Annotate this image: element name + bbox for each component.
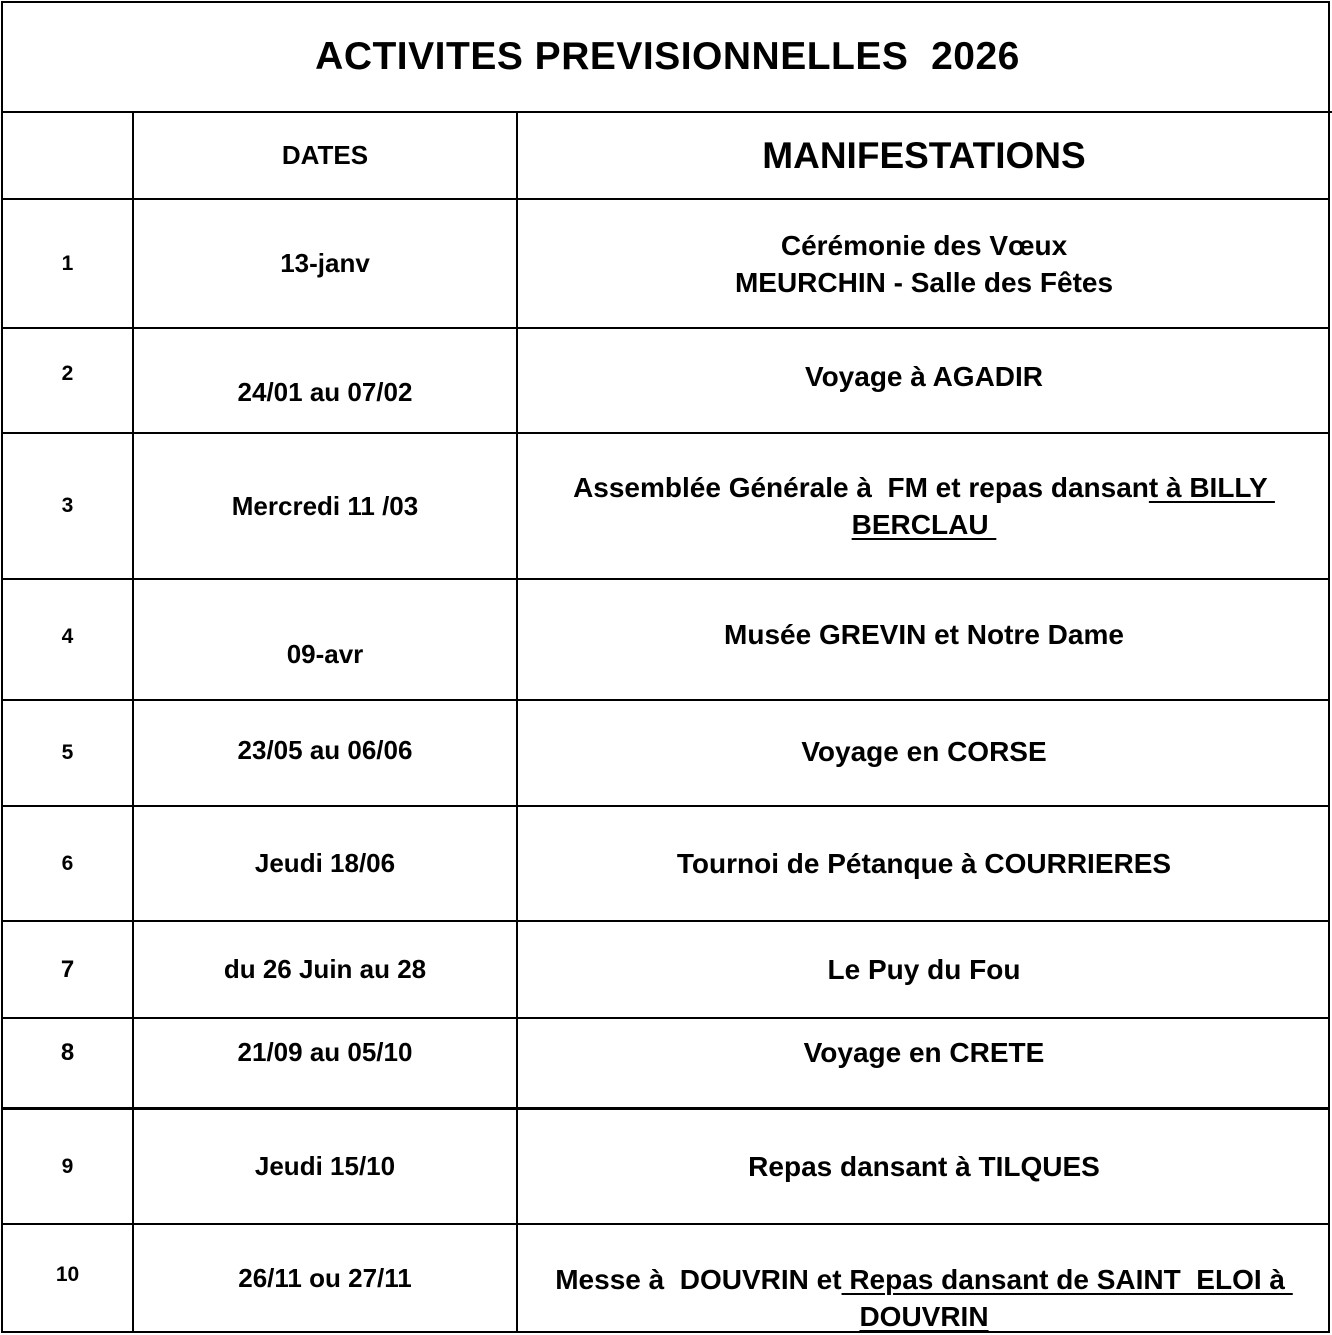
manifestation-underlined-text: t à BILLY bbox=[1148, 472, 1275, 503]
row-date: 09-avr bbox=[134, 580, 518, 699]
manifestation-line: Cérémonie des Vœux bbox=[780, 229, 1068, 261]
row-date: 13-janv bbox=[134, 200, 518, 327]
row-number: 4 bbox=[3, 580, 134, 699]
manifestation-underlined-text: BERCLAU bbox=[851, 509, 997, 540]
manifestation-line: MEURCHIN - Salle des Fêtes bbox=[734, 266, 1114, 298]
table-row bbox=[3, 701, 1330, 807]
row-date: du 26 Juin au 28 bbox=[134, 922, 518, 1017]
manifestation-text: Assemblée Générale à FM et repas dansan bbox=[573, 472, 1149, 503]
row-number: 5 bbox=[3, 701, 134, 805]
header-manifestations: MANIFESTATIONS bbox=[762, 135, 1086, 176]
manifestation-text: Messe à DOUVRIN et bbox=[555, 1264, 842, 1295]
activities-table bbox=[1, 1, 1330, 1333]
row-date: Jeudi 15/10 bbox=[134, 1110, 518, 1223]
row-date: 26/11 ou 27/11 bbox=[134, 1225, 518, 1333]
table-row bbox=[3, 922, 1330, 1019]
row-number: 1 bbox=[3, 200, 134, 327]
manifestation-underlined-text: DOUVRIN bbox=[859, 1301, 989, 1332]
row-number: 8 bbox=[3, 1019, 134, 1107]
table-row bbox=[3, 1110, 1330, 1225]
table-row bbox=[3, 1225, 1330, 1333]
row-number: 6 bbox=[3, 807, 134, 920]
row-date: 21/09 au 05/10 bbox=[134, 1019, 518, 1107]
row-date: Jeudi 18/06 bbox=[134, 807, 518, 920]
row-number: 2 bbox=[3, 329, 134, 432]
row-manifestation: Voyage en CORSE bbox=[801, 736, 1047, 767]
row-number: 3 bbox=[3, 434, 134, 578]
row-number: 7 bbox=[3, 922, 134, 1017]
table-row bbox=[3, 329, 1330, 434]
row-manifestation: Voyage à AGADIR bbox=[804, 361, 1044, 392]
row-manifestation bbox=[518, 200, 1330, 327]
table-row bbox=[3, 434, 1330, 580]
row-manifestation bbox=[518, 434, 1330, 578]
header-number bbox=[3, 113, 134, 198]
table-row bbox=[3, 1019, 1330, 1110]
row-manifestation: Le Puy du Fou bbox=[827, 954, 1021, 985]
row-manifestation: Musée GREVIN et Notre Dame bbox=[724, 619, 1124, 650]
table-row bbox=[3, 200, 1330, 329]
row-manifestation: Tournoi de Pétanque à COURRIERES bbox=[676, 848, 1172, 879]
row-number: 10 bbox=[3, 1225, 134, 1333]
header-dates: DATES bbox=[134, 113, 518, 198]
table-header-row bbox=[3, 113, 1330, 200]
table-row bbox=[3, 580, 1330, 701]
row-number: 9 bbox=[3, 1110, 134, 1223]
row-date: 23/05 au 06/06 bbox=[134, 701, 518, 805]
row-date: Mercredi 11 /03 bbox=[134, 434, 518, 578]
page-title: ACTIVITES PREVISIONNELLES 2026 bbox=[3, 3, 1332, 113]
manifestation-underlined-text: Repas dansant de SAINT ELOI à bbox=[841, 1264, 1293, 1295]
row-manifestation bbox=[518, 1225, 1330, 1333]
row-manifestation: Repas dansant à TILQUES bbox=[748, 1151, 1100, 1182]
row-manifestation: Voyage en CRETE bbox=[803, 1037, 1045, 1068]
table-row bbox=[3, 807, 1330, 922]
row-date: 24/01 au 07/02 bbox=[134, 329, 518, 432]
